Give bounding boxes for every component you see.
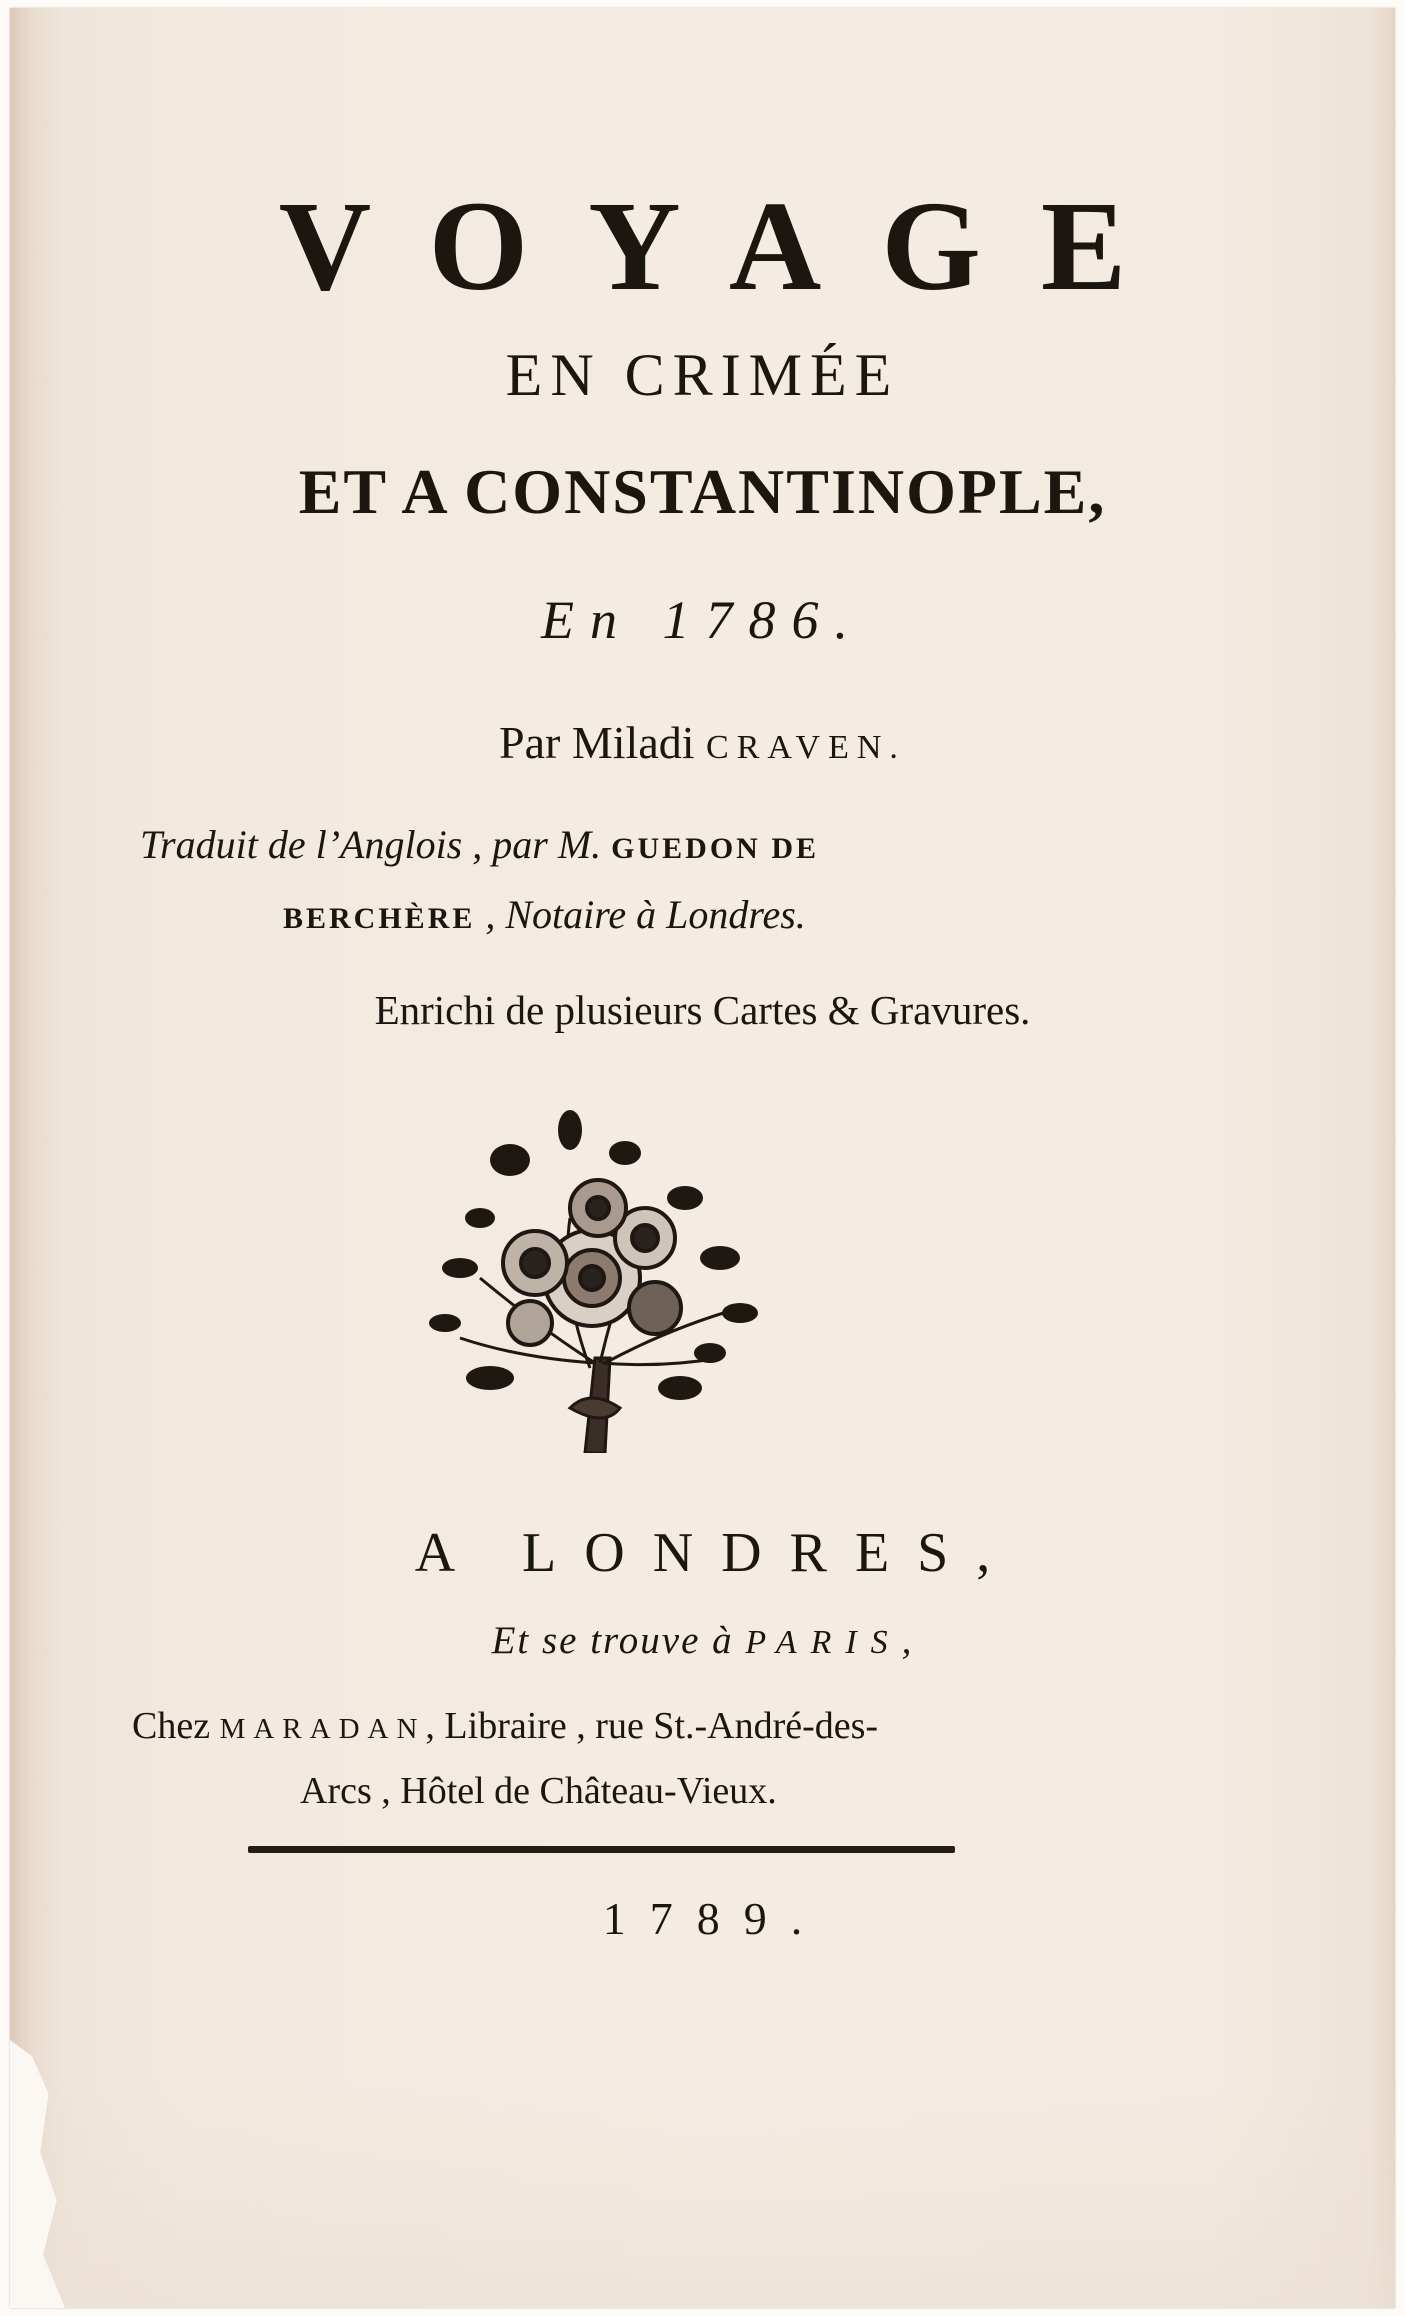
publication-city: A LONDRES,: [414, 1522, 1019, 1584]
sold-at-prefix: Et se trouve à: [491, 1619, 746, 1662]
book-title: VOYAGE: [278, 175, 1187, 317]
translator-line-2: [283, 892, 806, 937]
publisher-prefix: Chez: [132, 1705, 220, 1747]
publisher-name: MARADAN: [219, 1713, 426, 1745]
publisher-address: , Libraire , rue St.-André-des-: [425, 1705, 879, 1747]
sold-at-city: PARIS: [745, 1624, 902, 1661]
translator-name-part1: GUEDON DE: [611, 832, 819, 865]
subtitle-line-2: ET A CONSTANTINOPLE,: [298, 456, 1107, 527]
translator-suffix: , Notaire à Londres.: [475, 892, 806, 937]
translator-name-part2: BERCHÈRE: [283, 902, 476, 935]
horizontal-rule: [248, 1846, 955, 1853]
author-name: CRAVEN.: [706, 729, 906, 766]
publisher-line-1: [132, 1707, 878, 1745]
publication-year: 1789.: [602, 1893, 827, 1944]
author-prefix: Par Miladi: [499, 717, 707, 768]
translator-prefix: Traduit de l’Anglois , par M.: [140, 822, 612, 867]
illustrations-note: Enrichi de plusieurs Cartes & Gravures.: [374, 987, 1031, 1033]
sold-at-suffix: ,: [901, 1619, 914, 1662]
flower-bouquet-ornament: [420, 1108, 780, 1453]
subtitle-line-1: EN CRIMÉE: [505, 342, 900, 408]
translator-line-1: [140, 822, 819, 867]
publisher-line-2: Arcs , Hôtel de Château-Vieux.: [300, 1770, 777, 1812]
sold-at-line: [0, 1621, 1405, 1660]
travel-year: En 1786.: [541, 590, 864, 650]
author-line: [0, 717, 1405, 768]
